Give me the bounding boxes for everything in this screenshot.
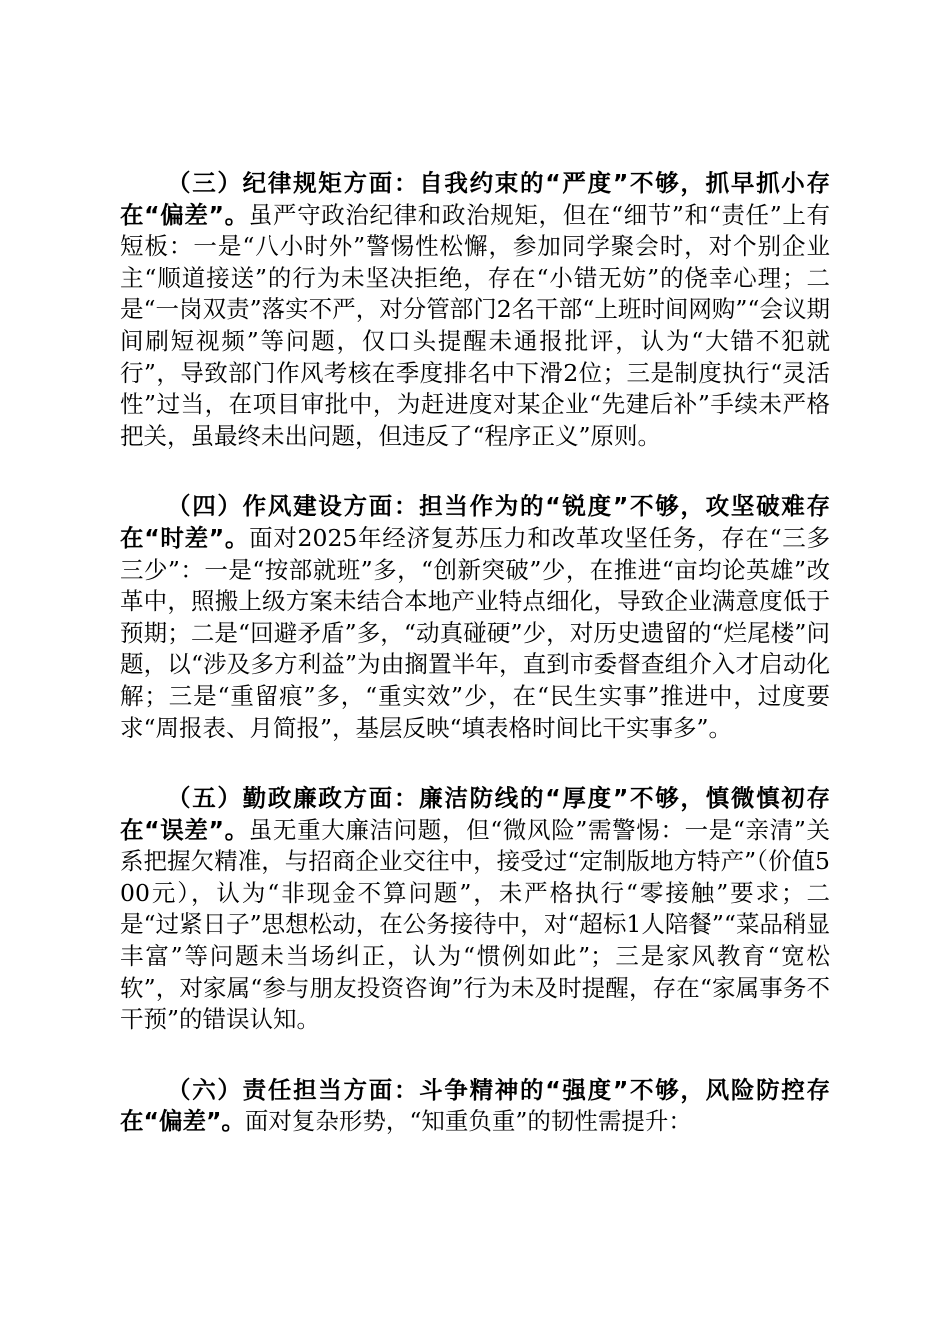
paragraph-heading: （五）勤政廉政方面：廉洁防线的“厚度”不够，慎微慎初存在“误差”。 <box>120 784 830 844</box>
paragraph-responsibility <box>120 1075 830 1138</box>
paragraph-heading: （四）作风建设方面：担当作为的“锐度”不够，攻坚破难存在“时差”。 <box>120 492 830 552</box>
paragraph-discipline <box>120 168 830 452</box>
paragraph-integrity <box>120 783 830 1036</box>
paragraph-body: 虽严守政治纪律和政治规矩，但在“细节”和“责任”上有短板：一是“八小时外”警惕性松懈，参加同学聚会时，对个别企业主“顺道接送”的行为未坚决拒绝，存在“小错无妨”的侥幸心理；二是“一岗双责”落实不严，对分管部门2名干部“上班时间网购”“会议期间刷短视频”等问题，仅口头提醒未通报批评，认为“大错不犯就行”，导致部门作风考核在季度排名中下滑2位；三是制度执行“灵活性”过当，在项目审批中，为赶进度对某企业“先建后补”手续未严格把关，虽最终未出问题，但违反了“程序正义”原则。 <box>120 200 831 450</box>
paragraph-body: 面对2025年经济复苏压力和改革攻坚任务，存在“三多三少”：一是“按部就班”多，“创新突破”少，在推进“亩均论英雄”改革中，照搬上级方案未结合本地产业特点细化，导致企业满意度低于预期；二是“回避矛盾”多，“动真碰硬”少，对历史遗留的“烂尾楼”问题，以“涉及多方利益”为由搁置半年，直到市委督查组介入才启动化解；三是“重留痕”多，“重实效”少，在“民生实事”推进中，过度要求“周报表、月简报”，基层反映“填表格时间比干实事多”。 <box>120 523 831 742</box>
paragraph-body: 面对复杂形势，“知重负重”的韧性需提升： <box>244 1107 692 1136</box>
document-page <box>120 168 830 1177</box>
paragraph-work-style <box>120 491 830 744</box>
paragraph-heading: （三）纪律规矩方面：自我约束的“严度”不够，抓早抓小存在“偏差”。 <box>120 169 830 229</box>
paragraph-heading: （六）责任担当方面：斗争精神的“强度”不够，风险防控存在“偏差”。 <box>120 1075 830 1136</box>
paragraph-body: 虽无重大廉洁问题，但“微风险”需警惕：一是“亲清”关系把握欠精准，与招商企业交往中，接受过“定制版地方特产”（价值500元），认为“非现金不算问题”，未严格执行“零接触”要求；二是“过紧日子”思想松动，在公务接待中，对“超标1人陪餐”“菜品稍显丰富”等问题未当场纠正，认为“惯例如此”；三是家风教育“宽松软”，对家属“参与朋友投资咨询”行为未及时提醒，存在“家属事务不干预”的错误认知。 <box>120 815 831 1034</box>
